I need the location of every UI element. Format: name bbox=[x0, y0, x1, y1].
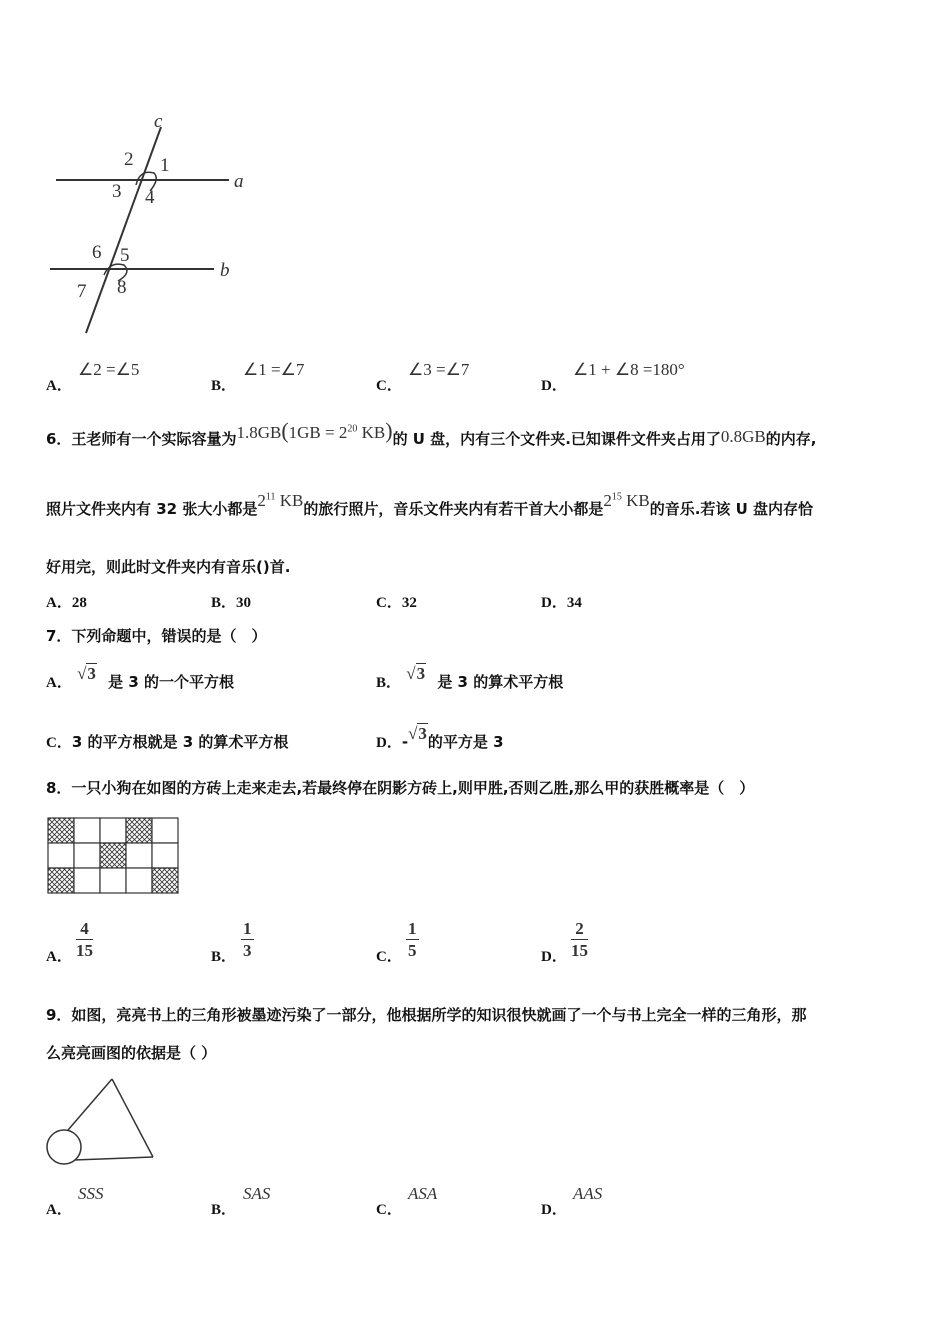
q6-stem-line2 bbox=[46, 491, 814, 519]
shaded-tile bbox=[152, 868, 178, 893]
label-4: 4 bbox=[145, 187, 155, 208]
label-1: 1 bbox=[160, 155, 170, 176]
plain-tile bbox=[74, 868, 100, 893]
sqrt-expr: √3 bbox=[406, 664, 426, 683]
q7-stem: 7．下列命题中，错误的是（ ） bbox=[46, 627, 267, 645]
radicand: 3 bbox=[418, 724, 427, 743]
option-label: D． bbox=[541, 378, 567, 394]
radicand: 3 bbox=[87, 664, 96, 683]
denominator: 15 bbox=[571, 941, 588, 961]
q7-option-b[interactable] bbox=[376, 664, 564, 692]
plain-tile bbox=[126, 868, 152, 893]
parallel-lines-figure bbox=[44, 105, 264, 340]
radicand: 3 bbox=[416, 664, 426, 683]
triangle-side-top bbox=[62, 1079, 112, 1137]
option-value: 34 bbox=[566, 595, 582, 611]
shaded-tile bbox=[48, 868, 74, 893]
gb-unit: KB bbox=[361, 423, 386, 442]
option-value: AAS bbox=[573, 1184, 603, 1203]
label-a: a bbox=[234, 171, 244, 192]
q7-option-a[interactable] bbox=[46, 664, 235, 692]
sqrt-expr: √3 bbox=[408, 724, 427, 743]
capacity-value: 1.8GB bbox=[236, 423, 282, 442]
q6-option-d[interactable] bbox=[541, 591, 582, 612]
tile-grid-figure bbox=[47, 817, 180, 895]
plain-tile bbox=[152, 818, 178, 843]
fraction bbox=[241, 918, 254, 962]
option-label: B． bbox=[211, 949, 237, 965]
ink-stained-triangle-figure bbox=[44, 1075, 159, 1170]
label-8: 8 bbox=[117, 277, 127, 298]
option-label: B． bbox=[211, 378, 237, 394]
denominator: 15 bbox=[76, 941, 93, 961]
option-value: SSS bbox=[78, 1184, 104, 1203]
option-label: A． bbox=[46, 949, 72, 965]
shaded-tile bbox=[100, 843, 126, 868]
option-label: B． bbox=[211, 1202, 237, 1218]
fraction bbox=[406, 918, 419, 962]
option-label: C． bbox=[376, 378, 402, 394]
photo-size bbox=[257, 491, 303, 510]
q7-option-d[interactable] bbox=[376, 724, 504, 752]
triangle-side-bottom bbox=[74, 1157, 153, 1160]
q6-option-b[interactable] bbox=[211, 591, 251, 612]
neg-sign: - bbox=[401, 733, 409, 751]
sqrt-expr: √3 bbox=[77, 664, 96, 683]
label-b: b bbox=[220, 260, 230, 281]
q6-text5: 的旅行照片，音乐文件夹内有若干首大小都是 bbox=[303, 500, 604, 518]
q6-text2: 的 U 盘，内有三个文件夹.已知课件文件夹占用了 bbox=[392, 430, 721, 448]
option-expr: ∠2 =∠5 bbox=[78, 360, 140, 379]
option-value: 32 bbox=[401, 595, 417, 611]
gb-def: 1GB = 2 bbox=[288, 423, 348, 442]
option-expr: ∠3 =∠7 bbox=[408, 360, 470, 379]
photo-unit: KB bbox=[279, 491, 304, 510]
music-exp: 15 bbox=[611, 491, 622, 503]
shaded-tile bbox=[48, 818, 74, 843]
label-2: 2 bbox=[124, 149, 134, 170]
plain-tile bbox=[100, 868, 126, 893]
option-label: B． bbox=[376, 675, 402, 691]
option-value: ASA bbox=[408, 1184, 438, 1203]
option-text: 是 3 的一个平方根 bbox=[108, 673, 235, 691]
option-label: A． bbox=[46, 1202, 72, 1218]
q8-stem: 8．一只小狗在如图的方砖上走来走去,若最终停在阴影方砖上,则甲胜,否则乙胜,那么甲的获胜概率是（ ） bbox=[46, 779, 755, 797]
q6-stem-line1 bbox=[46, 418, 817, 450]
photo-exp: 11 bbox=[265, 491, 276, 503]
music-size bbox=[603, 491, 649, 510]
option-label: D． bbox=[541, 595, 567, 611]
label-3: 3 bbox=[112, 181, 122, 202]
gb-exp: 20 bbox=[347, 423, 358, 435]
fraction bbox=[571, 918, 588, 962]
fraction bbox=[76, 918, 93, 962]
q9-stem-line1: 9．如图，亮亮书上的三角形被墨迹污染了一部分，他根据所学的知识很快就画了一个与书上完全一样的三角形，那 bbox=[46, 1006, 807, 1024]
q6-text: 6．王老师有一个实际容量为 bbox=[46, 430, 237, 448]
option-text: 的平方是 3 bbox=[427, 733, 504, 751]
option-label: C． bbox=[376, 949, 402, 965]
option-label: D． bbox=[541, 949, 567, 965]
music-unit: KB bbox=[626, 491, 650, 510]
numerator: 1 bbox=[241, 918, 254, 940]
numerator: 1 bbox=[406, 918, 419, 940]
paren-close: ) bbox=[385, 418, 393, 443]
plain-tile bbox=[74, 843, 100, 868]
option-text: 是 3 的算术平方根 bbox=[437, 673, 564, 691]
option-text: 3 的平方根就是 3 的算术平方根 bbox=[71, 733, 289, 751]
option-value: 28 bbox=[71, 595, 87, 611]
option-expr: ∠1 + ∠8 =180° bbox=[573, 360, 685, 379]
shaded-tile bbox=[126, 818, 152, 843]
plain-tile bbox=[74, 818, 100, 843]
option-label: C． bbox=[376, 595, 402, 611]
triangle-side-right bbox=[112, 1079, 153, 1157]
q6-stem-line3: 好用完，则此时文件夹内有音乐()首. bbox=[46, 558, 291, 576]
option-label: A． bbox=[46, 378, 72, 394]
numerator: 4 bbox=[76, 918, 93, 940]
q9-stem-line2: 么亮亮画图的依据是（ ） bbox=[46, 1044, 217, 1062]
label-5: 5 bbox=[120, 245, 130, 266]
used-value: 0.8GB bbox=[720, 427, 766, 446]
option-label: C． bbox=[376, 1202, 402, 1218]
plain-tile bbox=[126, 843, 152, 868]
label-6: 6 bbox=[92, 242, 102, 263]
option-expr: ∠1 =∠7 bbox=[243, 360, 305, 379]
option-label: D． bbox=[541, 1202, 567, 1218]
label-c: c bbox=[154, 111, 163, 132]
photo-base: 2 bbox=[257, 491, 266, 510]
option-label: B． bbox=[211, 595, 237, 611]
label-7: 7 bbox=[77, 281, 87, 302]
plain-tile bbox=[100, 818, 126, 843]
music-base: 2 bbox=[603, 491, 612, 510]
capacity bbox=[236, 418, 393, 443]
option-label: A． bbox=[46, 595, 72, 611]
q6-option-c[interactable] bbox=[376, 591, 417, 612]
option-value: SAS bbox=[243, 1184, 271, 1203]
q6-text6: 的音乐.若该 U 盘内存恰 bbox=[649, 500, 814, 518]
plain-tile bbox=[152, 843, 178, 868]
q6-text4: 照片文件夹内有 32 张大小都是 bbox=[46, 500, 258, 518]
option-label: D． bbox=[376, 735, 402, 751]
option-value: 30 bbox=[236, 595, 252, 611]
ink-blot bbox=[47, 1130, 81, 1164]
q6-text3: 的内存, bbox=[765, 430, 817, 448]
option-label: C． bbox=[46, 735, 72, 751]
numerator: 2 bbox=[571, 918, 588, 940]
option-label: A． bbox=[46, 675, 72, 691]
q7-option-c[interactable] bbox=[46, 731, 288, 752]
plain-tile bbox=[48, 843, 74, 868]
paren-open: ( bbox=[281, 418, 289, 443]
denominator: 3 bbox=[243, 941, 252, 961]
denominator: 5 bbox=[408, 941, 417, 961]
q6-option-a[interactable] bbox=[46, 591, 87, 612]
